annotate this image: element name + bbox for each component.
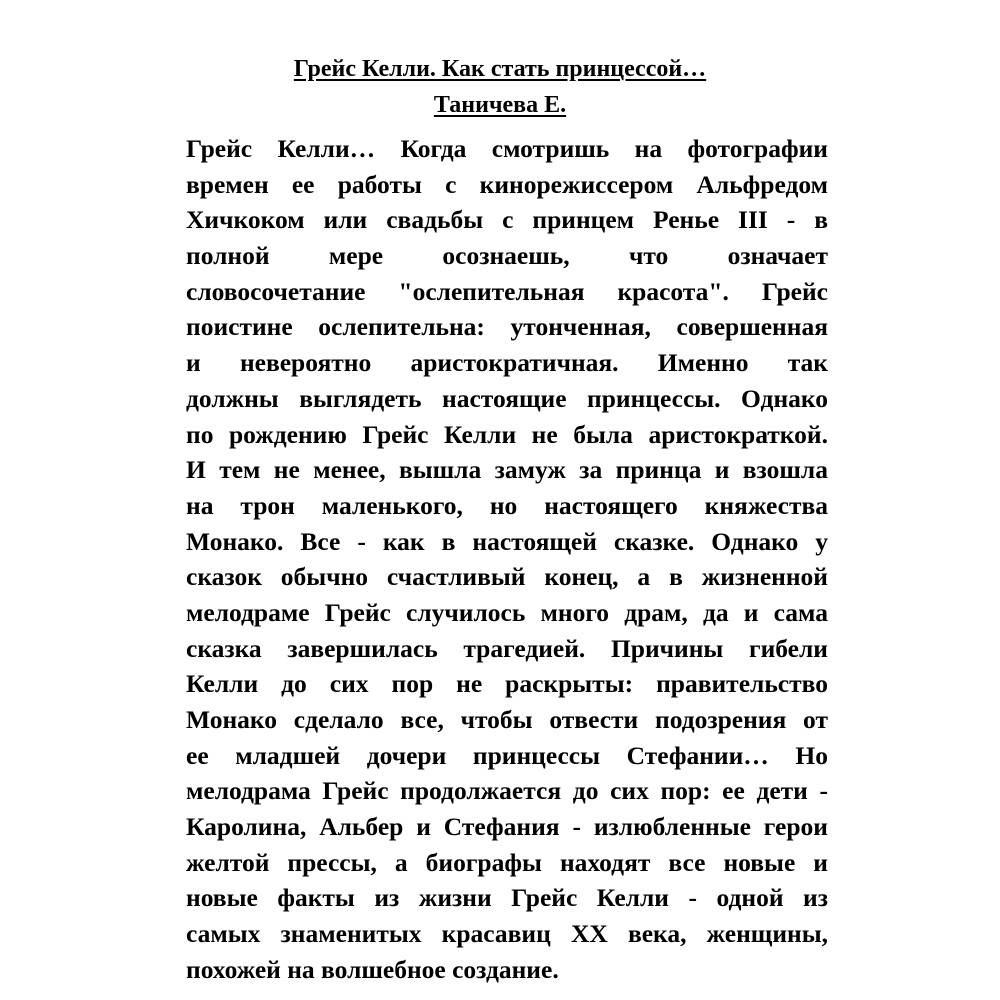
paragraph-line: Грейс Келли… Когда смотришь на фотографии (186, 134, 828, 163)
paragraph-line: сказка завершилась трагедией. Причины гибели (186, 633, 828, 663)
paragraph-line: ее младшей дочери принцессы Стефании… Но (186, 740, 828, 770)
paragraph-line: И тем не менее, вышла замуж за принца и взошла (186, 455, 828, 485)
paragraph-line: желтой прессы, а биографы находят все новые и (186, 847, 828, 877)
paragraph-line: Монако сделало все, чтобы отвести подозрения от (186, 705, 828, 734)
paragraph-line: Каролина, Альбер и Стефания - излюбленные герои (186, 812, 828, 842)
paragraph-line: похожей на волшебное создание. (186, 954, 559, 984)
paragraph-line: мелодраме Грейс случилось много драм, да и сама (186, 597, 828, 627)
document-author: Таничева Е. (433, 92, 567, 118)
paragraph-line: поистине ослепительна: утонченная, совершенная (186, 312, 828, 342)
paragraph-line: Хичкоком или свадьбы с принцем Ренье III - в (186, 205, 828, 235)
body-paragraph (186, 131, 828, 988)
paragraph-line: Келли до сих пор не раскрыты: правительство (186, 669, 828, 699)
document-title: Грейс Келли. Как стать принцессой… (293, 56, 707, 82)
paragraph-line: новые факты из жизни Грейс Келли - одной из (186, 883, 828, 913)
paragraph-line: сказок обычно счастливый конец, а в жизненной (186, 562, 828, 592)
paragraph-line: на трон маленького, но настоящего княжества (186, 490, 828, 520)
paragraph-line: и невероятно аристократичная. Именно так (186, 348, 828, 378)
paragraph-line: времен ее работы с кинорежиссером Альфредом (186, 169, 828, 199)
paragraph-line: самых знаменитых красавиц XX века, женщины, (186, 919, 828, 949)
paragraph-line: мелодрама Грейс продолжается до сих пор: ее дети - (186, 776, 828, 806)
paragraph-line: должны выглядеть настоящие принцессы. Однако (186, 383, 828, 413)
paragraph-line: словосочетание "ослепительная красота". Грейс (186, 276, 828, 306)
paragraph-line: по рождению Грейс Келли не была аристократкой. (186, 419, 828, 449)
paragraph-line: Монако. Все - как в настоящей сказке. Однако у (186, 526, 828, 556)
paragraph-line: полной мере осознаешь, что означает (186, 241, 828, 271)
